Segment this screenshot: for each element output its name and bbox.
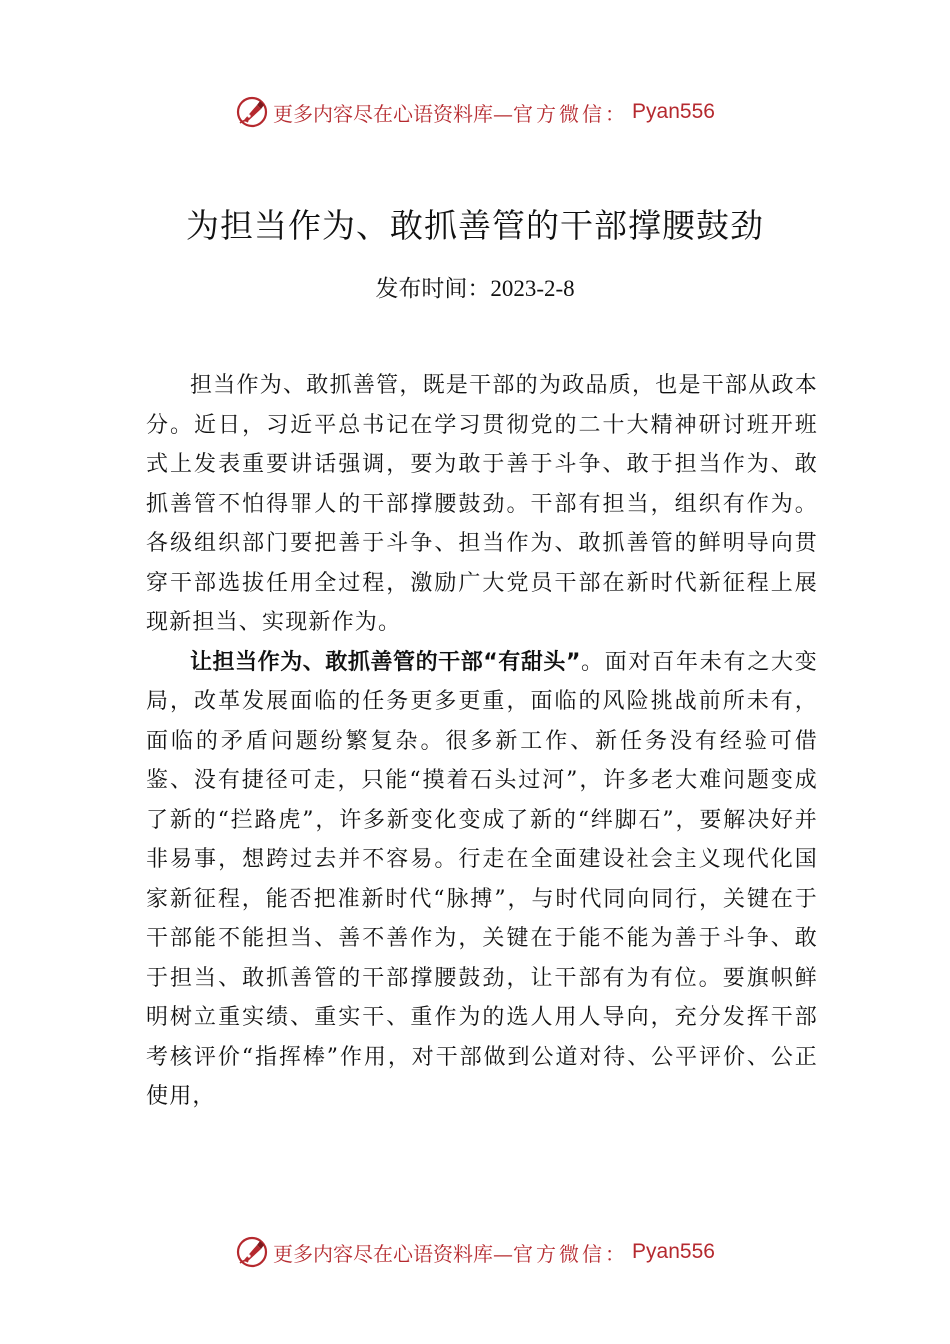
wechat-id: Pyan556 [632, 100, 715, 123]
paragraph-1-text: 担当作为、敢抓善管，既是干部的为政品质，也是干部从政本分。近日，习近平总书记在学习贯彻党的二十大精神研讨班开班式上发表重要讲话强调，要为敢于善于斗争、敢于担当作为、敢抓善管不怕得罪人的干部撑腰鼓劲。干部有担当，组织有作为。各级组织部门要把善于斗争、担当作为、敢抓善管的鲜明导向贯穿干部选拔任用全过程，激励广大党员干部在新时代新征程上展现新担当、实现新作为。 [146, 373, 818, 635]
wechat-label: 官方微信： [513, 101, 629, 126]
paragraph-2-lead-heading: 让担当作为、敢抓善管的干部“有甜头” [190, 649, 581, 675]
paragraph-1 [146, 366, 818, 643]
library-promo-text: 更多内容尽在心语资料库— [273, 101, 514, 126]
paragraph-2 [146, 643, 818, 1117]
publish-date-label: 发布时间： [375, 276, 491, 302]
article-body [146, 366, 818, 1117]
header-banner [0, 92, 950, 132]
article-title: 为担当作为、敢抓善管的干部撑腰鼓劲 [186, 206, 764, 245]
paragraph-2-text: 。面对百年未有之大变局，改革发展面临的任务更多更重，面临的风险挑战前所未有，面临的矛盾问题纷繁复杂。很多新工作、新任务没有经验可借鉴、没有捷径可走，只能“摸着石头过河”，许多老大难问题变成了新的“拦路虎”，许多新变化变成了新的“绊脚石”，要解决好并非易事，想跨过去并不容易。行走在全面建设社会主义现代化国家新征程，能否把准新时代“脉搏”，与时代同向同行，关键在于干部能不能担当、善不善作为，关键在于能不能为善于斗争、敢于担当、敢抓善管的干部撑腰鼓劲，让干部有为有位。要旗帜鲜明树立重实绩、重实干、重作为的选人用人导向，充分发挥干部考核评价“指挥棒”作用，对干部做到公道对待、公平评价、公正使用， [146, 649, 818, 1109]
footer-banner [0, 1232, 950, 1272]
library-promo-text: 更多内容尽在心语资料库— [273, 1241, 514, 1266]
wechat-label: 官方微信： [513, 1241, 629, 1266]
publish-date-line [0, 270, 950, 303]
pen-nib-logo-icon [235, 95, 269, 129]
wechat-id: Pyan556 [632, 1240, 715, 1263]
publish-date-value: 2023-2-8 [490, 276, 575, 301]
pen-nib-logo-icon [235, 1235, 269, 1269]
